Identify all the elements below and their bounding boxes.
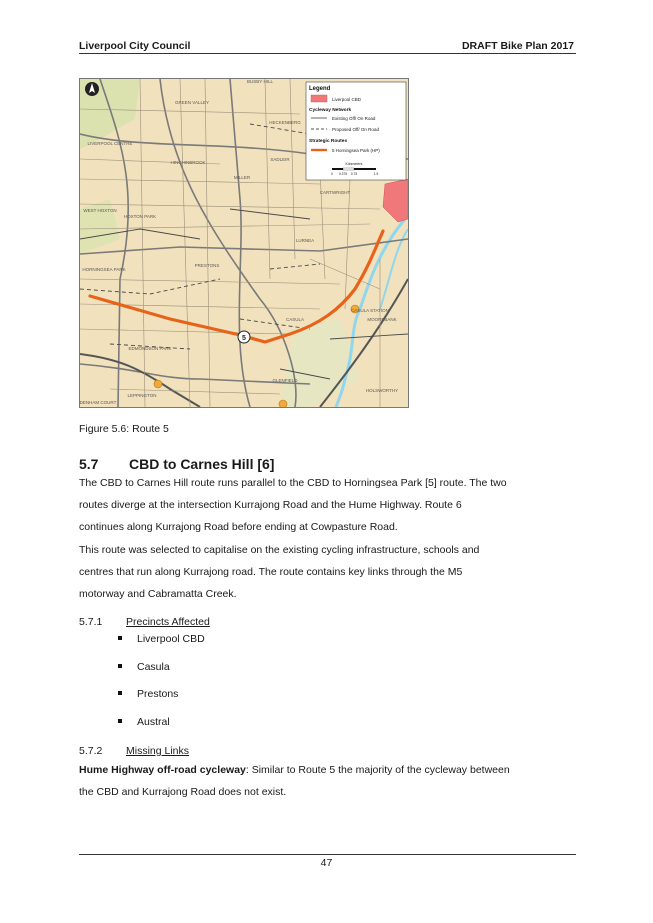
bullet-icon [118, 691, 122, 695]
legend-proposed-label: Proposed Off/ On Road [332, 127, 379, 132]
paragraph-line: This route was selected to capitalise on the existing cycling infrastructure, schools and [79, 544, 480, 556]
place-label: WEST HOXTON [83, 208, 117, 213]
legend-existing-label: Existing Off/ On Road [332, 116, 376, 121]
subsection-number: 5.7.2 [79, 745, 103, 757]
scale-title: Kilometers [345, 162, 363, 166]
legend-network-title: Cycleway Network [309, 108, 352, 113]
precinct-label: Casula [137, 660, 170, 673]
place-label: GREEN VALLEY [175, 100, 209, 105]
page-header-left: Liverpool City Council [79, 40, 191, 52]
north-arrow-icon [85, 82, 99, 96]
subsection-heading-precincts [79, 616, 210, 628]
legend-routes-title: Strategic Routes [309, 139, 348, 144]
section-title: CBD to Carnes Hill [6] [129, 456, 275, 472]
place-label: LURNEA [295, 238, 315, 243]
list-item [118, 685, 205, 713]
list-item [118, 713, 205, 741]
place-label: CARTWRIGHT [319, 190, 351, 195]
paragraph-line: motorway and Cabramatta Creek. [79, 588, 237, 600]
figure-caption: Figure 5.6: Route 5 [79, 423, 169, 435]
page-header-right: DRAFT Bike Plan 2017 [461, 40, 574, 52]
precinct-list [118, 630, 205, 740]
place-label: HINCHINBROOK [170, 160, 206, 165]
place-label: HOXTON PARK [123, 214, 157, 219]
place-label: LEPPINGTON [127, 393, 157, 398]
place-label: SADLEIR [270, 157, 290, 162]
subsection-title: Precincts Affected [126, 616, 210, 628]
bullet-icon [118, 719, 122, 723]
precinct-label: Prestons [137, 688, 179, 700]
paragraph-line: the CBD and Kurrajong Road does not exist. [79, 786, 287, 798]
subsection-heading-missing-links [79, 745, 189, 757]
scale-tick-0: 0 [331, 172, 333, 176]
missing-link-text: : Similar to Route 5 the majority of the cycleway between [245, 764, 510, 776]
footer-divider [79, 854, 576, 855]
bullet-icon [118, 664, 122, 668]
list-item [118, 630, 205, 658]
paragraph-1 [79, 472, 579, 538]
place-label: LIVERPOOL CENTRE [87, 141, 133, 146]
route-marker-label: 5 [242, 335, 246, 342]
place-label: PRESTONS [194, 263, 220, 268]
missing-links-paragraph [79, 759, 589, 803]
missing-link-name: Hume Highway off-road cycleway [79, 764, 246, 776]
map-legend [306, 82, 406, 180]
scale-tick-1: 0.375 [339, 172, 347, 176]
place-label: HORNINGSEA PARK [82, 267, 126, 272]
section-number: 5.7 [79, 456, 99, 472]
paragraph-line: routes diverge at the intersection Kurrajong Road and the Hume Highway. Route 6 [79, 499, 462, 511]
subsection-title: Missing Links [126, 745, 190, 757]
place-label: HECKENBERG [269, 120, 301, 125]
section-heading [79, 456, 274, 472]
place-label: CASULA [285, 317, 305, 322]
paragraph-line: centres that run along Kurrajong road. The route contains key links through the M5 [79, 566, 463, 578]
place-label: GLENFIELD [272, 378, 298, 383]
legend-title: Legend [309, 86, 331, 92]
header-divider [79, 53, 576, 54]
scale-tick-3: 1.5 [373, 172, 379, 176]
precinct-label: Austral [137, 715, 170, 728]
paragraph-line [79, 759, 589, 781]
route-map [79, 78, 409, 408]
place-label: EDMONDSON PARK [128, 346, 172, 351]
place-label: DENHAM COURT [80, 400, 117, 405]
place-label: MOOREBANK [367, 317, 397, 322]
paragraph-line: continues along Kurrajong Road before ending at Cowpasture Road. [79, 521, 398, 533]
scale-tick-2: 0.75 [350, 172, 358, 176]
place-label: BUSBY HILL [247, 79, 273, 84]
paragraph-2 [79, 539, 579, 605]
place-label: HOLSWORTHY [365, 388, 399, 393]
legend-route-label: 5 Horningsea Park (HP) [332, 148, 380, 153]
legend-cbd-label: Liverpool CBD [332, 97, 362, 102]
place-label: CASULA STATION [351, 308, 389, 313]
subsection-number: 5.7.1 [79, 616, 103, 628]
list-item [118, 658, 205, 686]
page-number: 47 [320, 857, 333, 869]
precinct-label: Liverpool CBD [137, 633, 205, 645]
paragraph-line: The CBD to Carnes Hill route runs parallel to the CBD to Horningsea Park [5] route. The two [79, 477, 507, 489]
place-label: MILLER [233, 175, 251, 180]
bullet-icon [118, 636, 122, 640]
